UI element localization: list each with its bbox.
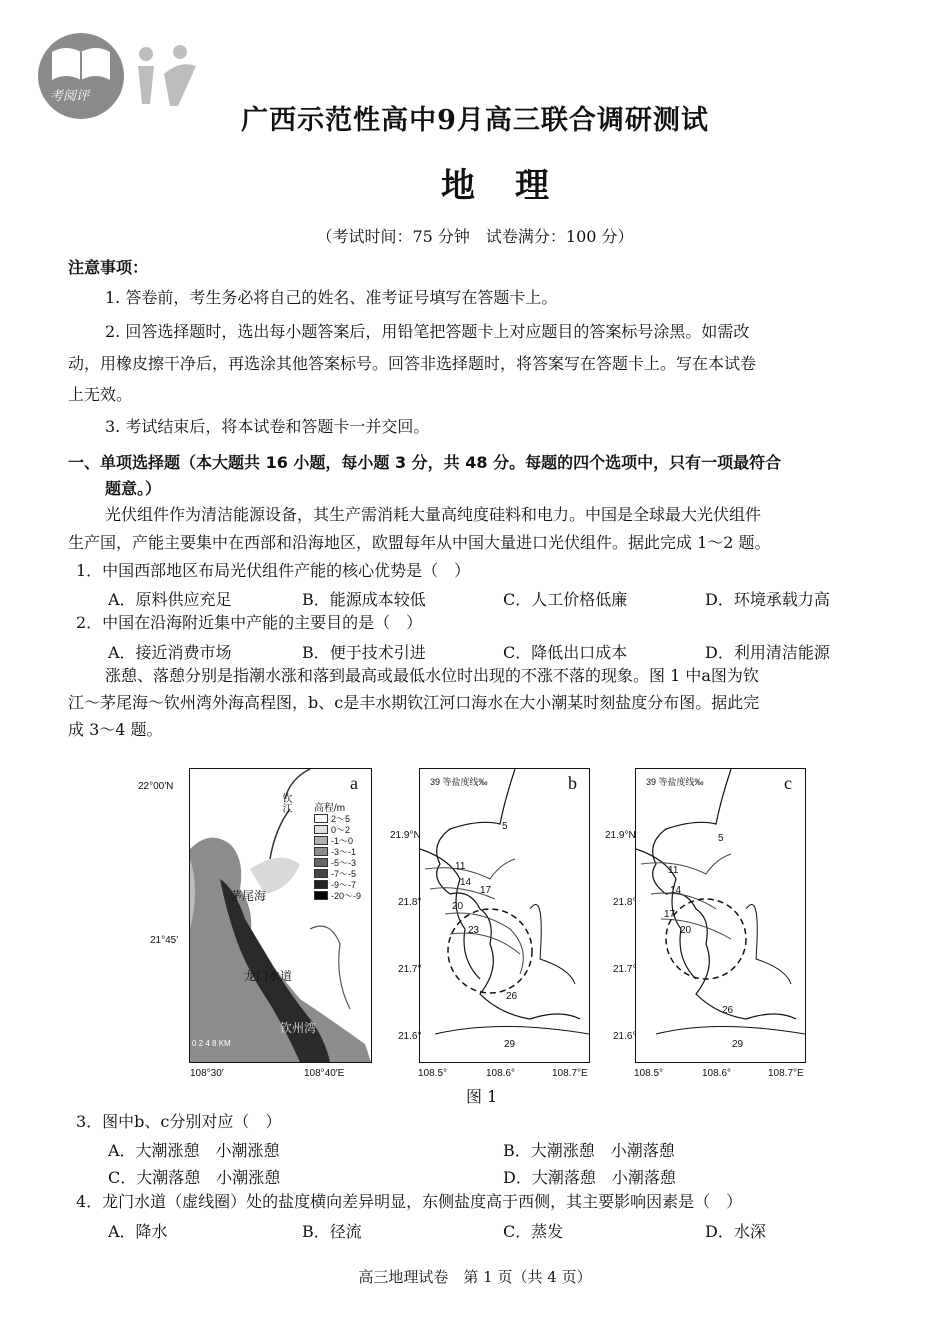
legend-item: -1～0 [331, 836, 354, 846]
isoline-20: 20 [680, 925, 692, 936]
isoline-26: 26 [722, 1005, 734, 1016]
q1-option-d[interactable]: D．环境承载力高 [705, 590, 830, 609]
place-maoweihai: 茅尾海 [230, 889, 267, 903]
passage-1-line-1: 光伏组件作为清洁能源设备，其生产需消耗大量高纯度硅料和电力。中国是全球最大光伏组件 [105, 505, 762, 524]
isoline-14: 14 [460, 877, 472, 888]
question-3-stem: 3．图中b、c分别对应（ ） [76, 1112, 282, 1131]
isoline-11: 11 [455, 861, 466, 872]
q4-option-b[interactable]: B．径流 [302, 1222, 362, 1241]
isoline-23: 23 [468, 925, 480, 936]
legend-item: -3～-1 [331, 847, 357, 857]
logo-text: 考阅评 [50, 89, 90, 104]
notice-item-2-cont: 动，用橡皮擦干净后，再选涂其他答案标号。回答非选择题时，将答案写在答题卡上。写在本试卷 [68, 354, 757, 373]
q1-option-a[interactable]: A．原料供应充足 [108, 590, 232, 609]
passage-1-line-2: 生产国，产能主要集中在西部和沿海地区，欧盟每年从中国大量进口光伏组件。据此完成 1～2 题。 [68, 533, 771, 552]
fig-c-lon: 108.6° [702, 1068, 732, 1079]
fig-c-lon: 108.7°E [768, 1068, 804, 1079]
q2-option-b[interactable]: B．便于技术引进 [302, 643, 426, 662]
isoline-29: 29 [732, 1039, 744, 1050]
passage-2-line-2: 江～茅尾海～钦州湾外海高程图，b、c是丰水期钦江河口海水在大小潮某时刻盐度分布图。据此完 [68, 693, 760, 712]
notice-item-2-end: 上无效。 [68, 385, 133, 404]
scale-bar: 0 2 4 8 KM [192, 1039, 231, 1048]
elevation-legend [314, 813, 361, 901]
isoline-29: 29 [504, 1039, 516, 1050]
fig-c-lat: 21.6° [613, 1031, 637, 1042]
fig-a-lon-left: 108°30′ [190, 1068, 224, 1079]
section-heading-cont: 题意。） [105, 479, 162, 498]
river-label: 钦江 [280, 793, 291, 813]
fig-a-lon-right: 108°40′E [304, 1068, 345, 1079]
subject-title: 地理 [441, 166, 589, 206]
legend-item: -5～-3 [331, 858, 357, 868]
place-longmen-channel: 龙门水道 [244, 969, 293, 983]
place-qinzhou-bay: 钦州湾 [280, 1021, 317, 1035]
section-heading: 一、单项选择题（本大题共 16 小题，每小题 3 分，共 48 分。每题的四个选项中，只有一项最符合 [68, 453, 782, 472]
fig-b-lat: 21.6° [398, 1031, 422, 1042]
q3-option-d[interactable]: D．大潮落憩 小潮落憩 [503, 1168, 676, 1187]
q3-option-c[interactable]: C．大潮落憩 小潮涨憩 [108, 1168, 281, 1187]
figure-b-legend: 39 等盐度线‰ [430, 777, 488, 787]
q1-option-c[interactable]: C．人工价格低廉 [503, 590, 628, 609]
q2-option-a[interactable]: A．接近消费市场 [108, 643, 232, 662]
legend-item: 2～5 [331, 814, 351, 824]
fig-b-lon: 108.7°E [552, 1068, 588, 1079]
question-1-stem: 1．中国西部地区布局光伏组件产能的核心优势是（ ） [76, 561, 471, 580]
figure-1a-elevation-map [189, 768, 372, 1063]
fig-b-lon: 108.5° [418, 1068, 448, 1079]
figure-c-label: c [784, 773, 792, 793]
legend-item: -9～-7 [331, 880, 357, 890]
figure-a-label: a [350, 773, 358, 793]
question-2-stem: 2．中国在沿海附近集中产能的主要目的是（ ） [76, 613, 423, 632]
fig-b-lat: 21.9°N [390, 830, 421, 841]
passage-2-line-3: 成 3～4 题。 [68, 720, 163, 739]
isoline-20: 20 [452, 901, 464, 912]
q1-option-b[interactable]: B．能源成本较低 [302, 590, 426, 609]
exam-info: （考试时间：75 分钟 试卷满分：100 分） [316, 227, 634, 246]
q3-option-a[interactable]: A．大潮涨憩 小潮涨憩 [108, 1141, 280, 1160]
figure-c-legend: 39 等盐度线‰ [646, 777, 704, 787]
notice-heading: 注意事项： [68, 258, 149, 277]
fig-b-lat: 21.7° [398, 964, 422, 975]
fig-b-lat: 21.8° [398, 897, 422, 908]
isoline-5: 5 [718, 833, 724, 844]
fig-c-lat: 21.7° [613, 964, 637, 975]
legend-item: -7～-5 [331, 869, 357, 879]
legend-item: -20～-9 [331, 891, 362, 901]
isoline-17: 17 [480, 885, 492, 896]
fig-c-lon: 108.5° [634, 1068, 664, 1079]
q4-option-a[interactable]: A．降水 [108, 1222, 168, 1241]
q4-option-c[interactable]: C．蒸发 [503, 1222, 564, 1241]
isoline-26: 26 [506, 991, 518, 1002]
figure-1b-salinity-map [419, 768, 590, 1063]
figure-1c-salinity-map [635, 768, 806, 1063]
fig-a-lat-top: 22°00′N [138, 781, 174, 792]
notice-item-3: 3. 考试结束后，将本试卷和答题卡一并交回。 [105, 417, 430, 436]
fig-c-lat: 21.9°N [605, 830, 636, 841]
isoline-11: 11 [668, 865, 679, 876]
isoline-17: 17 [664, 909, 676, 920]
page-footer: 高三地理试卷 第 1 页（共 4 页） [358, 1268, 592, 1286]
isoline-14: 14 [670, 885, 682, 896]
legend-item: 0～2 [331, 825, 351, 835]
legend-title: 高程/m [314, 803, 346, 814]
notice-item-1: 1. 答卷前，考生务必将自己的姓名、准考证号填写在答题卡上。 [105, 288, 558, 307]
q3-option-b[interactable]: B．大潮涨憩 小潮落憩 [503, 1141, 675, 1160]
fig-c-lat: 21.8° [613, 897, 637, 908]
fig-b-lon: 108.6° [486, 1068, 516, 1079]
fig-a-lat-mid: 21°45′ [150, 935, 179, 946]
q4-option-d[interactable]: D．水深 [705, 1222, 766, 1241]
isoline-5: 5 [502, 821, 508, 832]
figure-b-label: b [568, 773, 577, 793]
exam-title: 广西示范性高中9月高三联合调研测试 [241, 105, 709, 136]
book-icon [50, 44, 112, 84]
notice-item-2: 2. 回答选择题时，选出每小题答案后，用铅笔把答题卡上对应题目的答案标号涂黑。如需改 [105, 322, 750, 341]
q2-option-d[interactable]: D．利用清洁能源 [705, 643, 830, 662]
passage-2-line-1: 涨憩、落憩分别是指潮水涨和落到最高或最低水位时出现的不涨不落的现象。图 1 中a图为钦 [105, 666, 759, 685]
question-4-stem: 4．龙门水道（虚线圈）处的盐度横向差异明显，东侧盐度高于西侧，其主要影响因素是（ ） [76, 1192, 743, 1211]
q2-option-c[interactable]: C．降低出口成本 [503, 643, 628, 662]
figure-caption: 图 1 [466, 1087, 498, 1106]
